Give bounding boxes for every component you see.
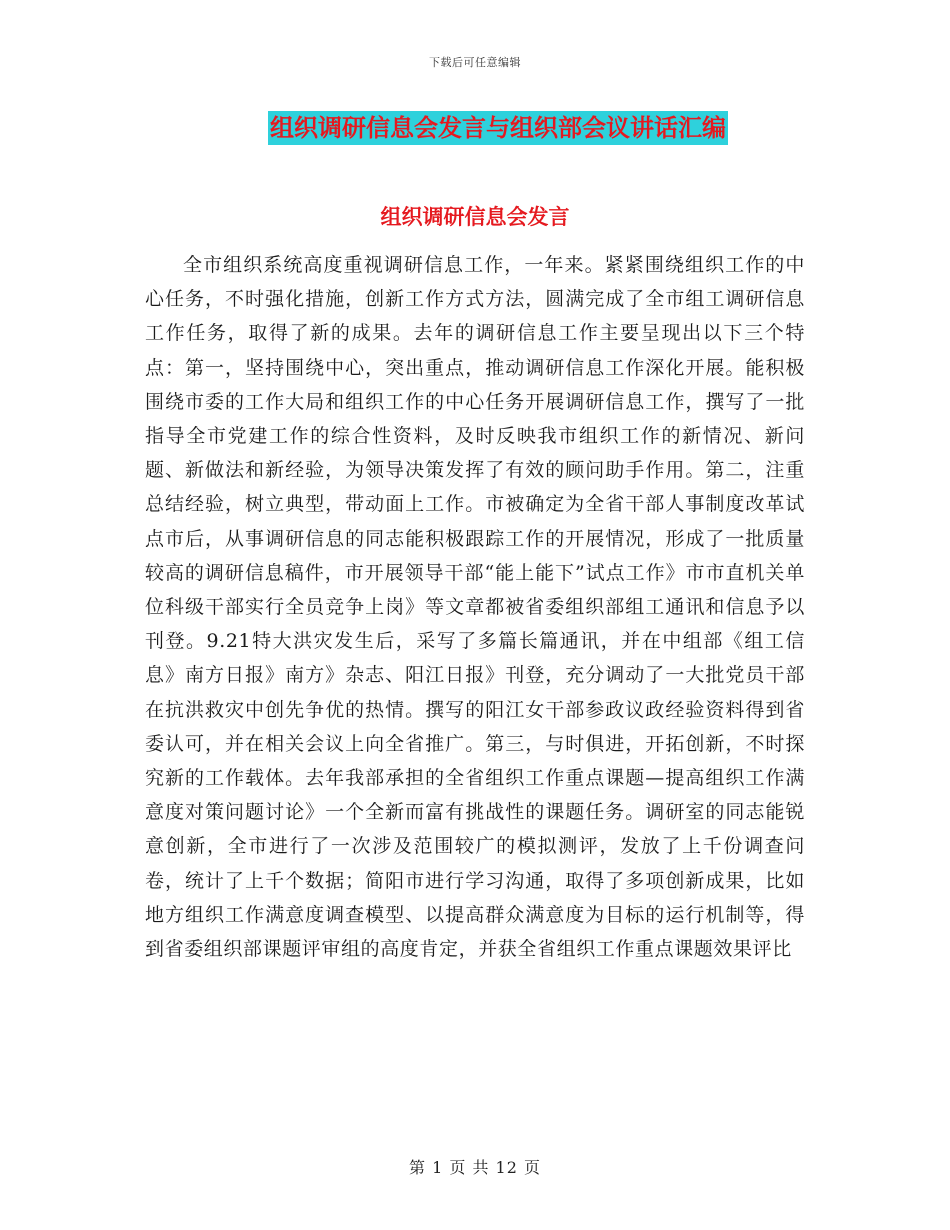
page-number-footer: 第 1 页 共 12 页 <box>409 1158 541 1177</box>
section-title: 组织调研信息会发言 <box>380 205 570 229</box>
body-paragraph: 全市组织系统高度重视调研信息工作，一年来。紧紧围绕组织工作的中心任务，不时强化措施，创新工作方式方法，圆满完成了全市组工调研信息工作任务，取得了新的成果。去年的调研信息工作主要呈现出以下三个特点：第一，坚持围绕中心，突出重点，推动调研信息工作深化开展。能积极围绕市委的工作大局和组织工作的中心任务开展调研信息工作，撰写了一批指导全市党建工作的综合性资料，及时反映我市组织工作的新情况、新问题、新做法和新经验，为领导决策发挥了有效的顾问助手作用。第二，注重总结经验，树立典型，带动面上工作。市被确定为全省干部人事制度改革试点市后，从事调研信息的同志能积极跟踪工作的开展情况，形成了一批质量较高的调研信息稿件，市开展领导干部“能上能下”试点工作》市市直机关单位科级干部实行全员竞争上岗》等文章都被省委组织部组工通讯和信息予以刊登。9.21特大洪灾发生后，采写了多篇长篇通讯，并在中组部《组工信息》南方日报》南方》杂志、阳江日报》刊登，充分调动了一大批党员干部在抗洪救灾中创先争优的热情。撰写的阳江女干部参政议政经验资料得到省委认可，并在相关会议上向全省推广。第三，与时俱进，开拓创新，不时探究新的工作载体。去年我部承担的全省组织工作重点课题—提高组织工作满意度对策问题讨论》一个全新而富有挑战性的课题任务。调研室的同志能锐意创新，全市进行了一次涉及范围较广的模拟测评，发放了上千份调查问卷，统计了上千个数据；简阳市进行学习沟通，取得了多项创新成果，比如地方组织工作满意度调查模型、以提高群众满意度为目标的运行机制等，得到省委组织部课题评审组的高度肯定，并获全省组织工作重点课题效果评比 <box>145 254 805 961</box>
document-title: 组织调研信息会发言与组织部会议讲话汇编 <box>268 111 728 145</box>
header-note: 下载后可任意编辑 <box>429 56 521 69</box>
document-title-container <box>0 111 950 145</box>
